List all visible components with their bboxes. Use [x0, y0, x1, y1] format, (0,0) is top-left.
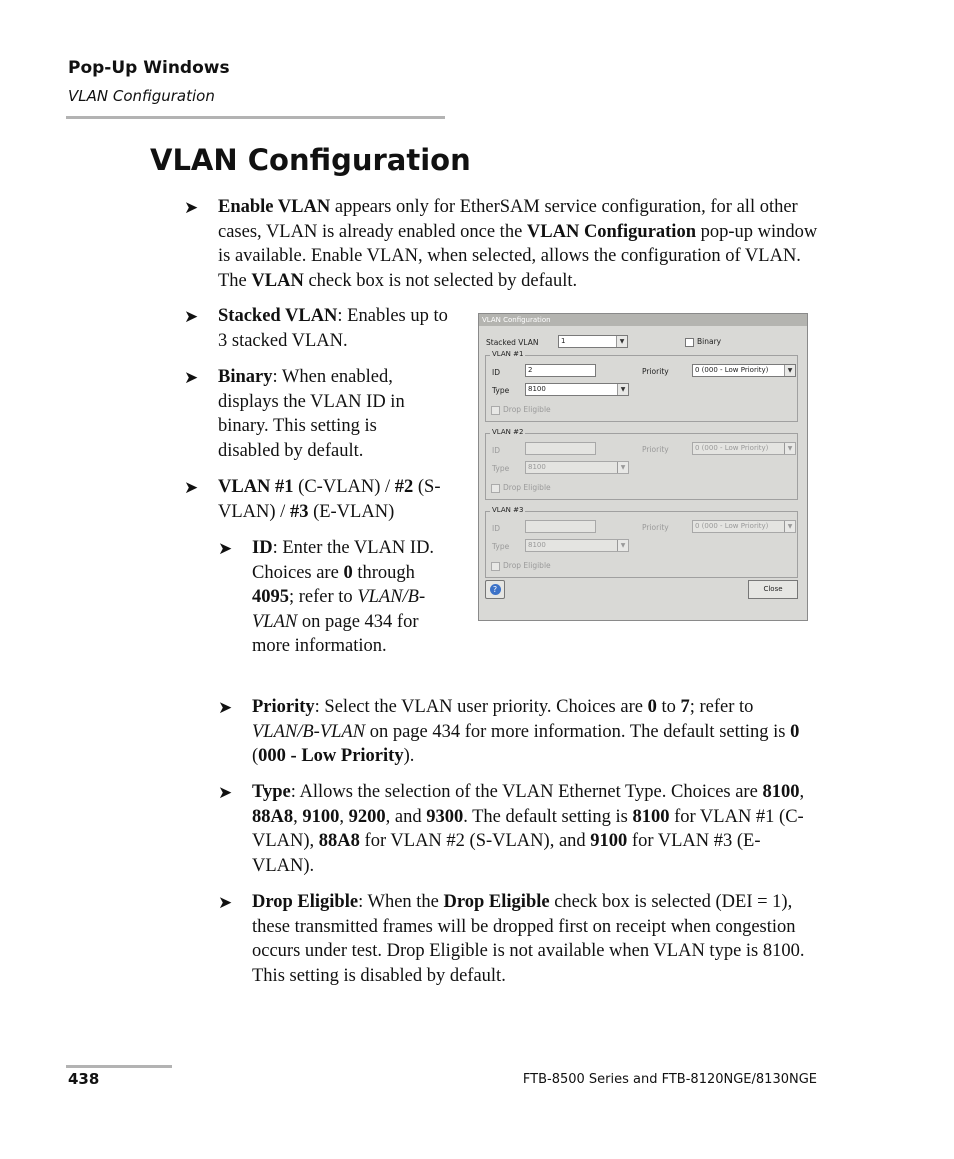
bullet-arrow-icon: ➤	[218, 698, 233, 717]
text: for VLAN #1 (C-VLAN),	[252, 806, 804, 852]
term: Binary	[218, 367, 273, 387]
vlan-1-drop-eligible-checkbox[interactable]	[491, 405, 551, 415]
bullet-id	[218, 536, 452, 659]
chevron-down-icon[interactable]: ▼	[617, 462, 628, 473]
type-value: 8100	[528, 541, 546, 549]
text: ,	[799, 782, 805, 802]
term: VLAN #1	[218, 477, 294, 497]
term: 8100	[762, 782, 800, 802]
text: through	[352, 562, 415, 583]
vlan-2-id-input[interactable]	[525, 442, 596, 455]
cross-reference: VLAN/B-VLAN	[252, 587, 426, 632]
vlan-1-priority-select[interactable]	[692, 364, 796, 377]
term: #3	[289, 501, 309, 522]
chevron-down-icon[interactable]: ▼	[616, 336, 627, 347]
vlan-1-id-input[interactable]: 2	[525, 364, 596, 377]
binary-checkbox[interactable]	[685, 337, 721, 347]
term: 4095	[252, 587, 289, 608]
vlan-3-priority-select[interactable]	[692, 520, 796, 533]
chevron-down-icon[interactable]: ▼	[617, 384, 628, 395]
term: Enable VLAN	[218, 197, 331, 217]
text: : Enter the VLAN ID. Choices are	[252, 538, 435, 583]
header-rule	[66, 116, 445, 119]
bullet-arrow-icon: ➤	[218, 893, 233, 912]
subsection-title: VLAN Configuration	[68, 87, 215, 105]
vlan-3-id-input[interactable]	[525, 520, 596, 533]
type-value: 8100	[528, 385, 546, 393]
bullet-type	[218, 780, 822, 878]
drop-eligible-label: Drop Eligible	[503, 561, 551, 570]
vlan-configuration-dialog	[478, 313, 808, 621]
text: (	[252, 746, 259, 767]
bullet-priority	[218, 695, 822, 769]
text: for VLAN #2 (S-VLAN), and	[359, 831, 591, 852]
text: : Enables up to 3 stacked VLAN.	[218, 306, 448, 351]
help-button[interactable]	[485, 580, 505, 599]
bullet-drop-eligible	[218, 890, 822, 988]
drop-eligible-label: Drop Eligible	[503, 405, 551, 414]
text: ; refer to	[289, 587, 358, 608]
dialog-title-bar: VLAN Configuration	[479, 314, 807, 326]
text: check box is selected (DEI = 1), these transmitted frames will be dropped first on receipt when congestion occurs under test. Drop Eligible is not available when VLAN type is 8100. This setting is disabled by default.	[252, 892, 805, 986]
term: Type	[252, 782, 291, 802]
page-number: 438	[68, 1070, 100, 1088]
vlan-3-group	[485, 506, 798, 578]
vlan-1-group	[485, 350, 798, 422]
term: 0	[343, 562, 353, 583]
text: (S-VLAN) /	[218, 477, 441, 522]
chevron-down-icon[interactable]: ▼	[784, 443, 795, 454]
type-label: Type	[492, 464, 510, 473]
footer-rule	[66, 1065, 172, 1068]
text: ,	[339, 806, 349, 827]
binary-label: Binary	[697, 337, 722, 346]
vlan-3-drop-eligible-checkbox[interactable]	[491, 561, 551, 571]
vlan-2-group	[485, 428, 798, 500]
text: (C-VLAN) /	[293, 477, 395, 497]
stacked-vlan-select[interactable]	[558, 335, 628, 348]
chevron-down-icon[interactable]: ▼	[617, 540, 628, 551]
term: 88A8	[252, 806, 294, 827]
stacked-vlan-label: Stacked VLAN	[486, 338, 539, 347]
term: Drop Eligible	[443, 892, 550, 912]
product-name: FTB-8500 Series and FTB-8120NGE/8130NGE	[522, 1072, 817, 1087]
term: 9200	[348, 806, 386, 827]
term: 0	[790, 721, 800, 742]
text: on page 434 for more information.	[252, 611, 419, 657]
text: check box is not selected by default.	[303, 270, 578, 291]
bullet-vlan-groups	[184, 475, 463, 524]
text: pop-up window is available. Enable VLAN, when selected, allows the configuration of VLAN. The	[218, 221, 818, 291]
group-label: VLAN #2	[492, 428, 524, 436]
term: VLAN	[251, 270, 304, 291]
text: to	[656, 697, 681, 717]
type-value: 8100	[528, 463, 546, 471]
type-label: Type	[492, 386, 510, 395]
page-title: VLAN Configuration	[150, 143, 471, 177]
drop-eligible-label: Drop Eligible	[503, 483, 551, 492]
priority-value: 0 (000 - Low Priority)	[695, 522, 769, 530]
chevron-down-icon[interactable]: ▼	[784, 365, 795, 376]
term: Stacked VLAN	[218, 306, 338, 326]
term: Drop Eligible	[252, 892, 359, 912]
close-button[interactable]: Close	[748, 580, 798, 599]
chevron-down-icon[interactable]: ▼	[784, 521, 795, 532]
id-label: ID	[492, 368, 500, 377]
text: ; refer to	[689, 697, 754, 717]
term: 000 - Low Priority	[258, 746, 404, 767]
checkbox-icon[interactable]	[491, 406, 500, 415]
bullet-binary	[184, 365, 433, 463]
group-label: VLAN #1	[492, 350, 524, 358]
priority-value: 0 (000 - Low Priority)	[695, 366, 769, 374]
cross-reference: VLAN/B-VLAN	[252, 721, 366, 742]
term: 8100	[632, 806, 670, 827]
text: : Allows the selection of the VLAN Ethernet Type. Choices are	[290, 782, 763, 802]
term: 9100	[590, 831, 628, 852]
vlan-1-type-select[interactable]	[525, 383, 629, 396]
text: . The default setting is	[463, 806, 633, 827]
text: , and	[385, 806, 427, 827]
priority-label: Priority	[642, 367, 669, 376]
group-label: VLAN #3	[492, 506, 524, 514]
text: : When the	[358, 892, 444, 912]
term: ID	[252, 538, 273, 558]
term: 9300	[426, 806, 464, 827]
text: : When enabled, displays the VLAN ID in binary. This setting is disabled by default.	[218, 367, 405, 461]
section-title: Pop-Up Windows	[68, 58, 230, 78]
priority-label: Priority	[642, 523, 669, 532]
term: #2	[394, 477, 414, 497]
bullet-arrow-icon: ➤	[184, 307, 199, 326]
help-icon: ?	[490, 584, 501, 595]
priority-value: 0 (000 - Low Priority)	[695, 444, 769, 452]
priority-label: Priority	[642, 445, 669, 454]
term: 0	[647, 697, 657, 717]
checkbox-icon[interactable]	[491, 484, 500, 493]
bullet-enable-vlan	[184, 195, 818, 293]
bullet-arrow-icon: ➤	[184, 368, 199, 387]
vlan-2-priority-select[interactable]	[692, 442, 796, 455]
text: for VLAN #3 (E-VLAN).	[252, 831, 761, 876]
checkbox-icon[interactable]	[685, 338, 694, 347]
stacked-vlan-value: 1	[561, 337, 566, 345]
bullet-arrow-icon: ➤	[184, 198, 199, 217]
bullet-arrow-icon: ➤	[184, 478, 199, 497]
vlan-3-type-select[interactable]	[525, 539, 629, 552]
vlan-2-drop-eligible-checkbox[interactable]	[491, 483, 551, 493]
text: : Select the VLAN user priority. Choices are	[314, 697, 648, 717]
term: 88A8	[318, 831, 360, 852]
bullet-stacked-vlan	[184, 304, 458, 353]
term: Priority	[252, 697, 315, 717]
text: appears only for EtherSAM service configuration, for all other cases, VLAN is already enabled once the	[218, 197, 798, 242]
term: VLAN Configuration	[526, 221, 696, 242]
type-label: Type	[492, 542, 510, 551]
id-label: ID	[492, 446, 500, 455]
text: ).	[403, 746, 415, 767]
text: on page 434 for more information. The default setting is	[365, 721, 791, 742]
bullet-arrow-icon: ➤	[218, 783, 233, 802]
vlan-2-type-select[interactable]	[525, 461, 629, 474]
id-label: ID	[492, 524, 500, 533]
term: 9100	[302, 806, 340, 827]
checkbox-icon[interactable]	[491, 562, 500, 571]
bullet-arrow-icon: ➤	[218, 539, 233, 558]
term: 7	[680, 697, 690, 717]
text: (E-VLAN)	[308, 501, 395, 522]
text: ,	[293, 806, 303, 827]
